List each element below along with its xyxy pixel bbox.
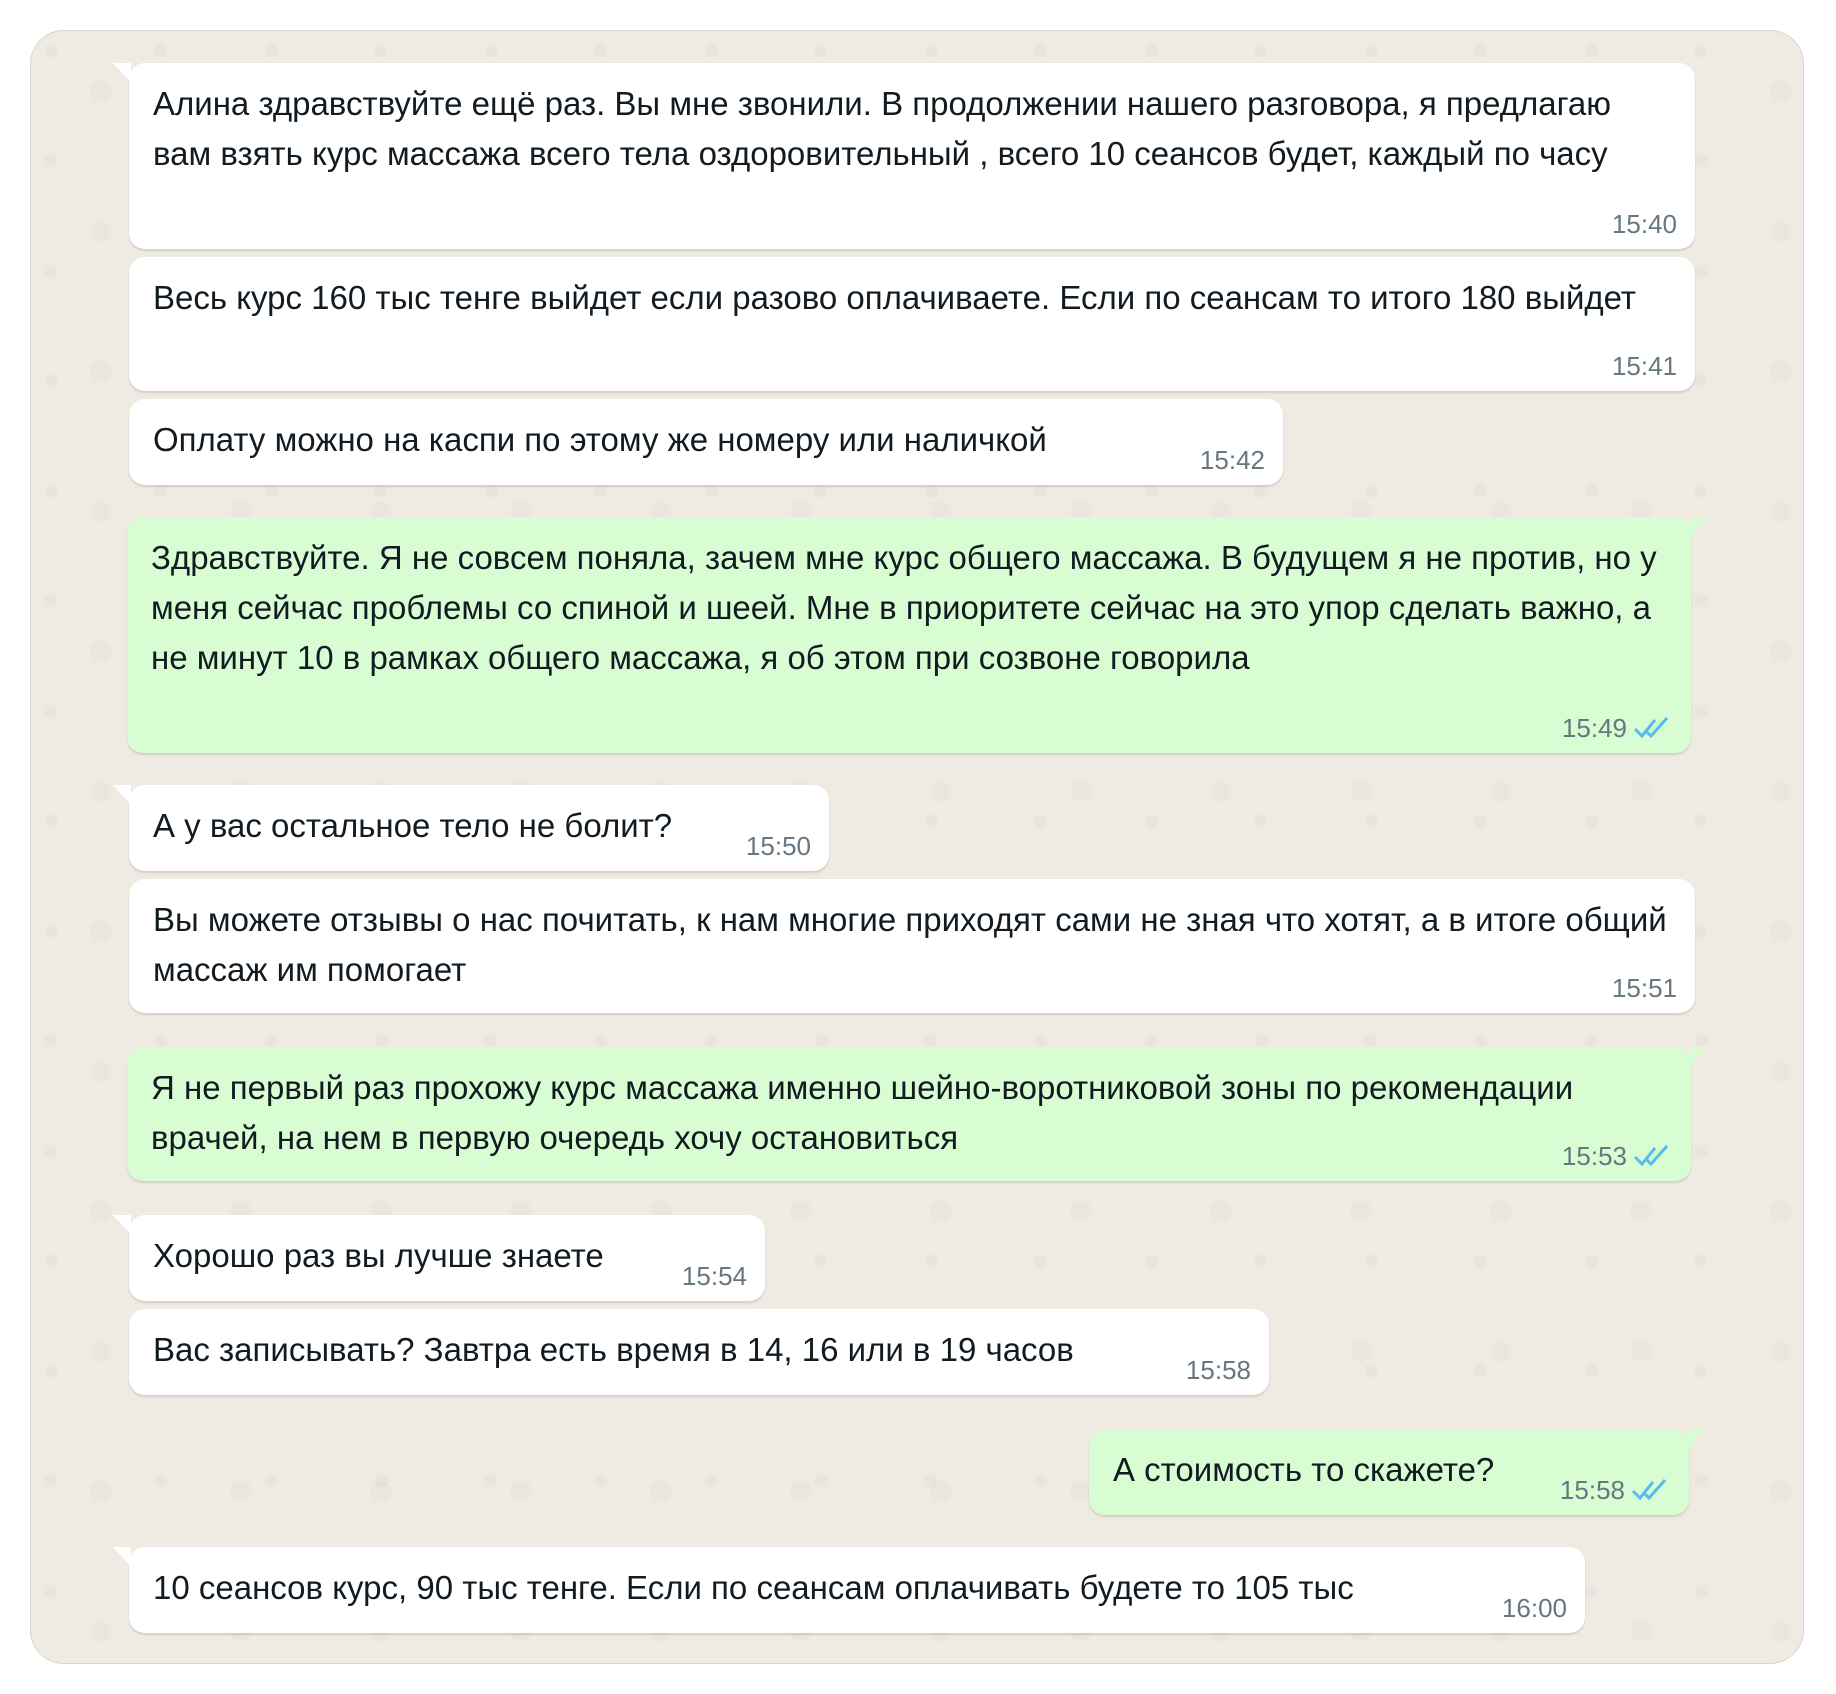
message-text: Алина здравствуйте ещё раз. Вы мне звонили. В продолжении нашего разговора, я предлагаю вам взять курс массажа всего тела оздоровительный , всего 10 сеансов будет, каждый по часу (153, 85, 1612, 172)
message-text: Вас записывать? Завтра есть время в 14, 16 или в 19 часов (153, 1331, 1074, 1368)
bubble-tail (113, 785, 131, 805)
message-incoming[interactable] (129, 879, 1695, 1013)
read-checkmarks-icon (1633, 1143, 1673, 1169)
bubble-tail (113, 1547, 131, 1567)
message-time: 15:41 (1611, 351, 1677, 381)
message-outgoing[interactable] (1089, 1429, 1689, 1515)
message-incoming[interactable] (129, 1309, 1269, 1395)
message-incoming[interactable] (129, 1547, 1585, 1633)
message-incoming[interactable] (129, 63, 1695, 249)
message-text: А стоимость то скажете? (1113, 1451, 1495, 1488)
bubble-tail (1689, 1047, 1707, 1067)
message-text: Я не первый раз прохожу курс массажа именно шейно-воротниковой зоны по рекомендации врачей, на нем в первую очередь хочу остановиться (151, 1069, 1574, 1156)
message-outgoing[interactable] (127, 1047, 1691, 1181)
message-text: Оплату можно на каспи по этому же номеру или наличкой (153, 421, 1047, 458)
message-time: 16:00 (1501, 1593, 1567, 1623)
bubble-tail (113, 63, 131, 83)
message-incoming[interactable] (129, 1215, 765, 1301)
message-incoming[interactable] (129, 399, 1283, 485)
message-text: Здравствуйте. Я не совсем поняла, зачем мне курс общего массажа. В будущем я не против, но у меня сейчас проблемы со спиной и шеей. Мне в приоритете сейчас на это упор сделать важно, а не минут 10 в рамках общего массажа, я об этом при созвоне говорила (151, 539, 1657, 676)
message-incoming[interactable] (129, 785, 829, 871)
message-time: 15:50 (745, 831, 811, 861)
message-time: 15:58 (1559, 1475, 1625, 1505)
message-text: Вы можете отзывы о нас почитать, к нам многие приходят сами не зная что хотят, а в итоге общий массаж им помогает (153, 901, 1667, 988)
message-time: 15:54 (681, 1261, 747, 1291)
read-checkmarks-icon (1631, 1477, 1671, 1503)
message-incoming[interactable] (129, 257, 1695, 391)
message-time: 15:51 (1611, 973, 1677, 1003)
message-text: Весь курс 160 тыс тенге выйдет если разово оплачиваете. Если по сеансам то итого 180 выйдет (153, 279, 1637, 316)
message-outgoing[interactable] (127, 517, 1691, 753)
message-text: А у вас остальное тело не болит? (153, 807, 673, 844)
message-time: 15:40 (1611, 209, 1677, 239)
bubble-tail (1687, 1429, 1705, 1449)
bubble-tail (1689, 517, 1707, 537)
bubble-tail (113, 1215, 131, 1235)
message-time: 15:58 (1185, 1355, 1251, 1385)
message-time: 15:42 (1199, 445, 1265, 475)
message-text: 10 сеансов курс, 90 тыс тенге. Если по сеансам оплачивать будете то 105 тыс (153, 1569, 1354, 1606)
chat-background (30, 30, 1804, 1664)
read-checkmarks-icon (1633, 715, 1673, 741)
message-time: 15:53 (1561, 1141, 1627, 1171)
message-text: Хорошо раз вы лучше знаете (153, 1237, 604, 1274)
message-time: 15:49 (1561, 713, 1627, 743)
